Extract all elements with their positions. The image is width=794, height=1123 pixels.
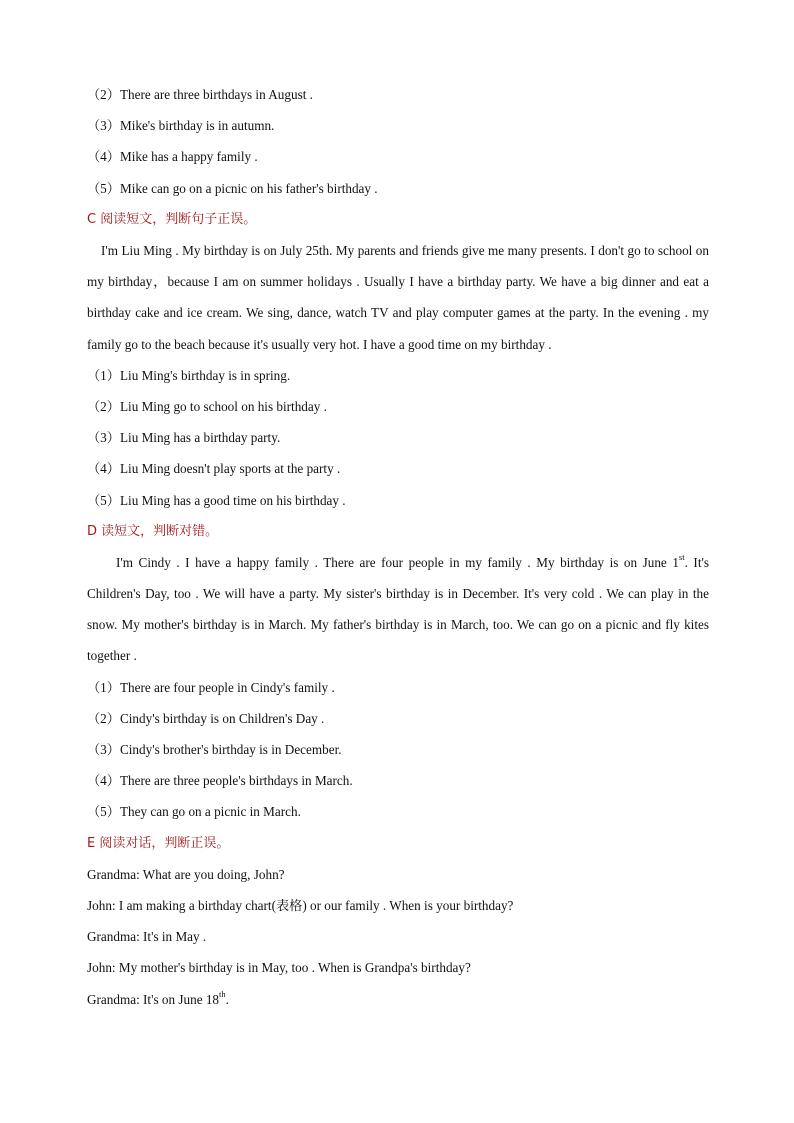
item-number: （4）	[87, 773, 120, 789]
dialogue-line	[87, 984, 709, 1015]
item-number: （4）	[87, 461, 120, 477]
dialogue-line: John: I am making a birthday chart(表格) or our family . When is your birthday?	[87, 898, 514, 913]
passage-text-rest: . It's Children's Day, too . We will have a party. My sister's birthday is in December. It's very cold . We can play in the snow. My mother's birthday is in March. My father's birthday is in March, too. We can go on a picnic and fly kites together .	[87, 554, 709, 664]
item-text: Mike has a happy family .	[119, 149, 258, 165]
item-number: （5）	[87, 804, 120, 820]
item-text: Liu Ming doesn't play sports at the party .	[119, 461, 341, 477]
list-item	[87, 672, 709, 703]
item-text: Cindy's brother's birthday is in December.	[119, 742, 342, 758]
list-item	[87, 422, 709, 453]
item-number: （3）	[87, 742, 120, 758]
item-text: There are three people's birthdays in March.	[119, 773, 353, 789]
item-text: Mike's birthday is in autumn.	[119, 118, 275, 134]
item-number: （1）	[87, 367, 120, 383]
item-number: （2）	[87, 710, 120, 726]
item-text: Liu Ming go to school on his birthday .	[119, 398, 327, 414]
dialogue-text: Grandma: It's on June 18	[87, 991, 220, 1007]
item-text: Cindy's birthday is on Children's Day .	[119, 710, 325, 726]
item-text: Liu Ming's birthday is in spring.	[119, 367, 291, 383]
list-item	[87, 391, 709, 422]
item-text: Liu Ming has a birthday party.	[119, 430, 281, 446]
item-text: They can go on a picnic in March.	[119, 804, 301, 820]
item-text: There are three birthdays in August .	[119, 87, 313, 102]
section-d-heading: D 读短文，判断对错。	[87, 523, 219, 539]
item-number: （2）	[87, 398, 120, 414]
item-number: （5）	[87, 180, 120, 196]
section-c-passage: I'm Liu Ming . My birthday is on July 25th. My parents and friends give me many presents. I don't go to school on my birthday，because I am on summer holidays . Usually I have a birthday party. We have a big dinner and eat a birthday cake and ice cream. We sing, dance, watch TV and play computer games at the party. In the evening . my family go to the beach because it's usually very hot. I have a good time on my birthday .	[87, 242, 709, 352]
list-item	[87, 703, 709, 734]
dialogue-line: Grandma: What are you doing, John?	[87, 866, 285, 882]
item-text: Mike can go on a picnic on his father's birthday .	[119, 180, 378, 196]
section-e-dialogue	[87, 859, 709, 1015]
list-item	[87, 173, 709, 204]
list-item	[87, 360, 709, 391]
section-e-heading: E 阅读对话，判断正误。	[87, 835, 230, 851]
item-number: （4）	[87, 149, 120, 165]
item-number: （3）	[87, 430, 120, 446]
list-item	[87, 453, 709, 484]
page-content	[87, 79, 709, 1015]
list-item	[87, 765, 709, 796]
list-item	[87, 796, 709, 827]
section-b-items	[87, 79, 709, 204]
dialogue-line: Grandma: It's in May .	[87, 929, 207, 945]
item-text: Liu Ming has a good time on his birthday .	[119, 492, 346, 508]
ordinal-suffix: st	[678, 552, 685, 563]
dialogue-text-end: .	[225, 991, 229, 1007]
section-c-items	[87, 360, 709, 516]
item-number: （3）	[87, 118, 120, 134]
item-text: There are four people in Cindy's family .	[119, 679, 335, 695]
passage-text-start: I'm Cindy . I have a happy family . There are four people in my family . My birthday is on June 1	[116, 554, 679, 570]
item-number: （2）	[87, 87, 120, 102]
item-number: （1）	[87, 679, 120, 695]
list-item	[87, 485, 709, 516]
section-c-heading: C 阅读短文，判断句子正误。	[87, 211, 257, 227]
section-d-items	[87, 672, 709, 828]
item-number: （5）	[87, 492, 120, 508]
ordinal-suffix: th	[219, 989, 226, 1000]
dialogue-line: John: My mother's birthday is in May, too . When is Grandpa's birthday?	[87, 960, 471, 976]
list-item	[87, 79, 709, 110]
list-item	[87, 141, 709, 172]
section-d-passage	[87, 547, 709, 672]
list-item	[87, 110, 709, 141]
list-item	[87, 734, 709, 765]
